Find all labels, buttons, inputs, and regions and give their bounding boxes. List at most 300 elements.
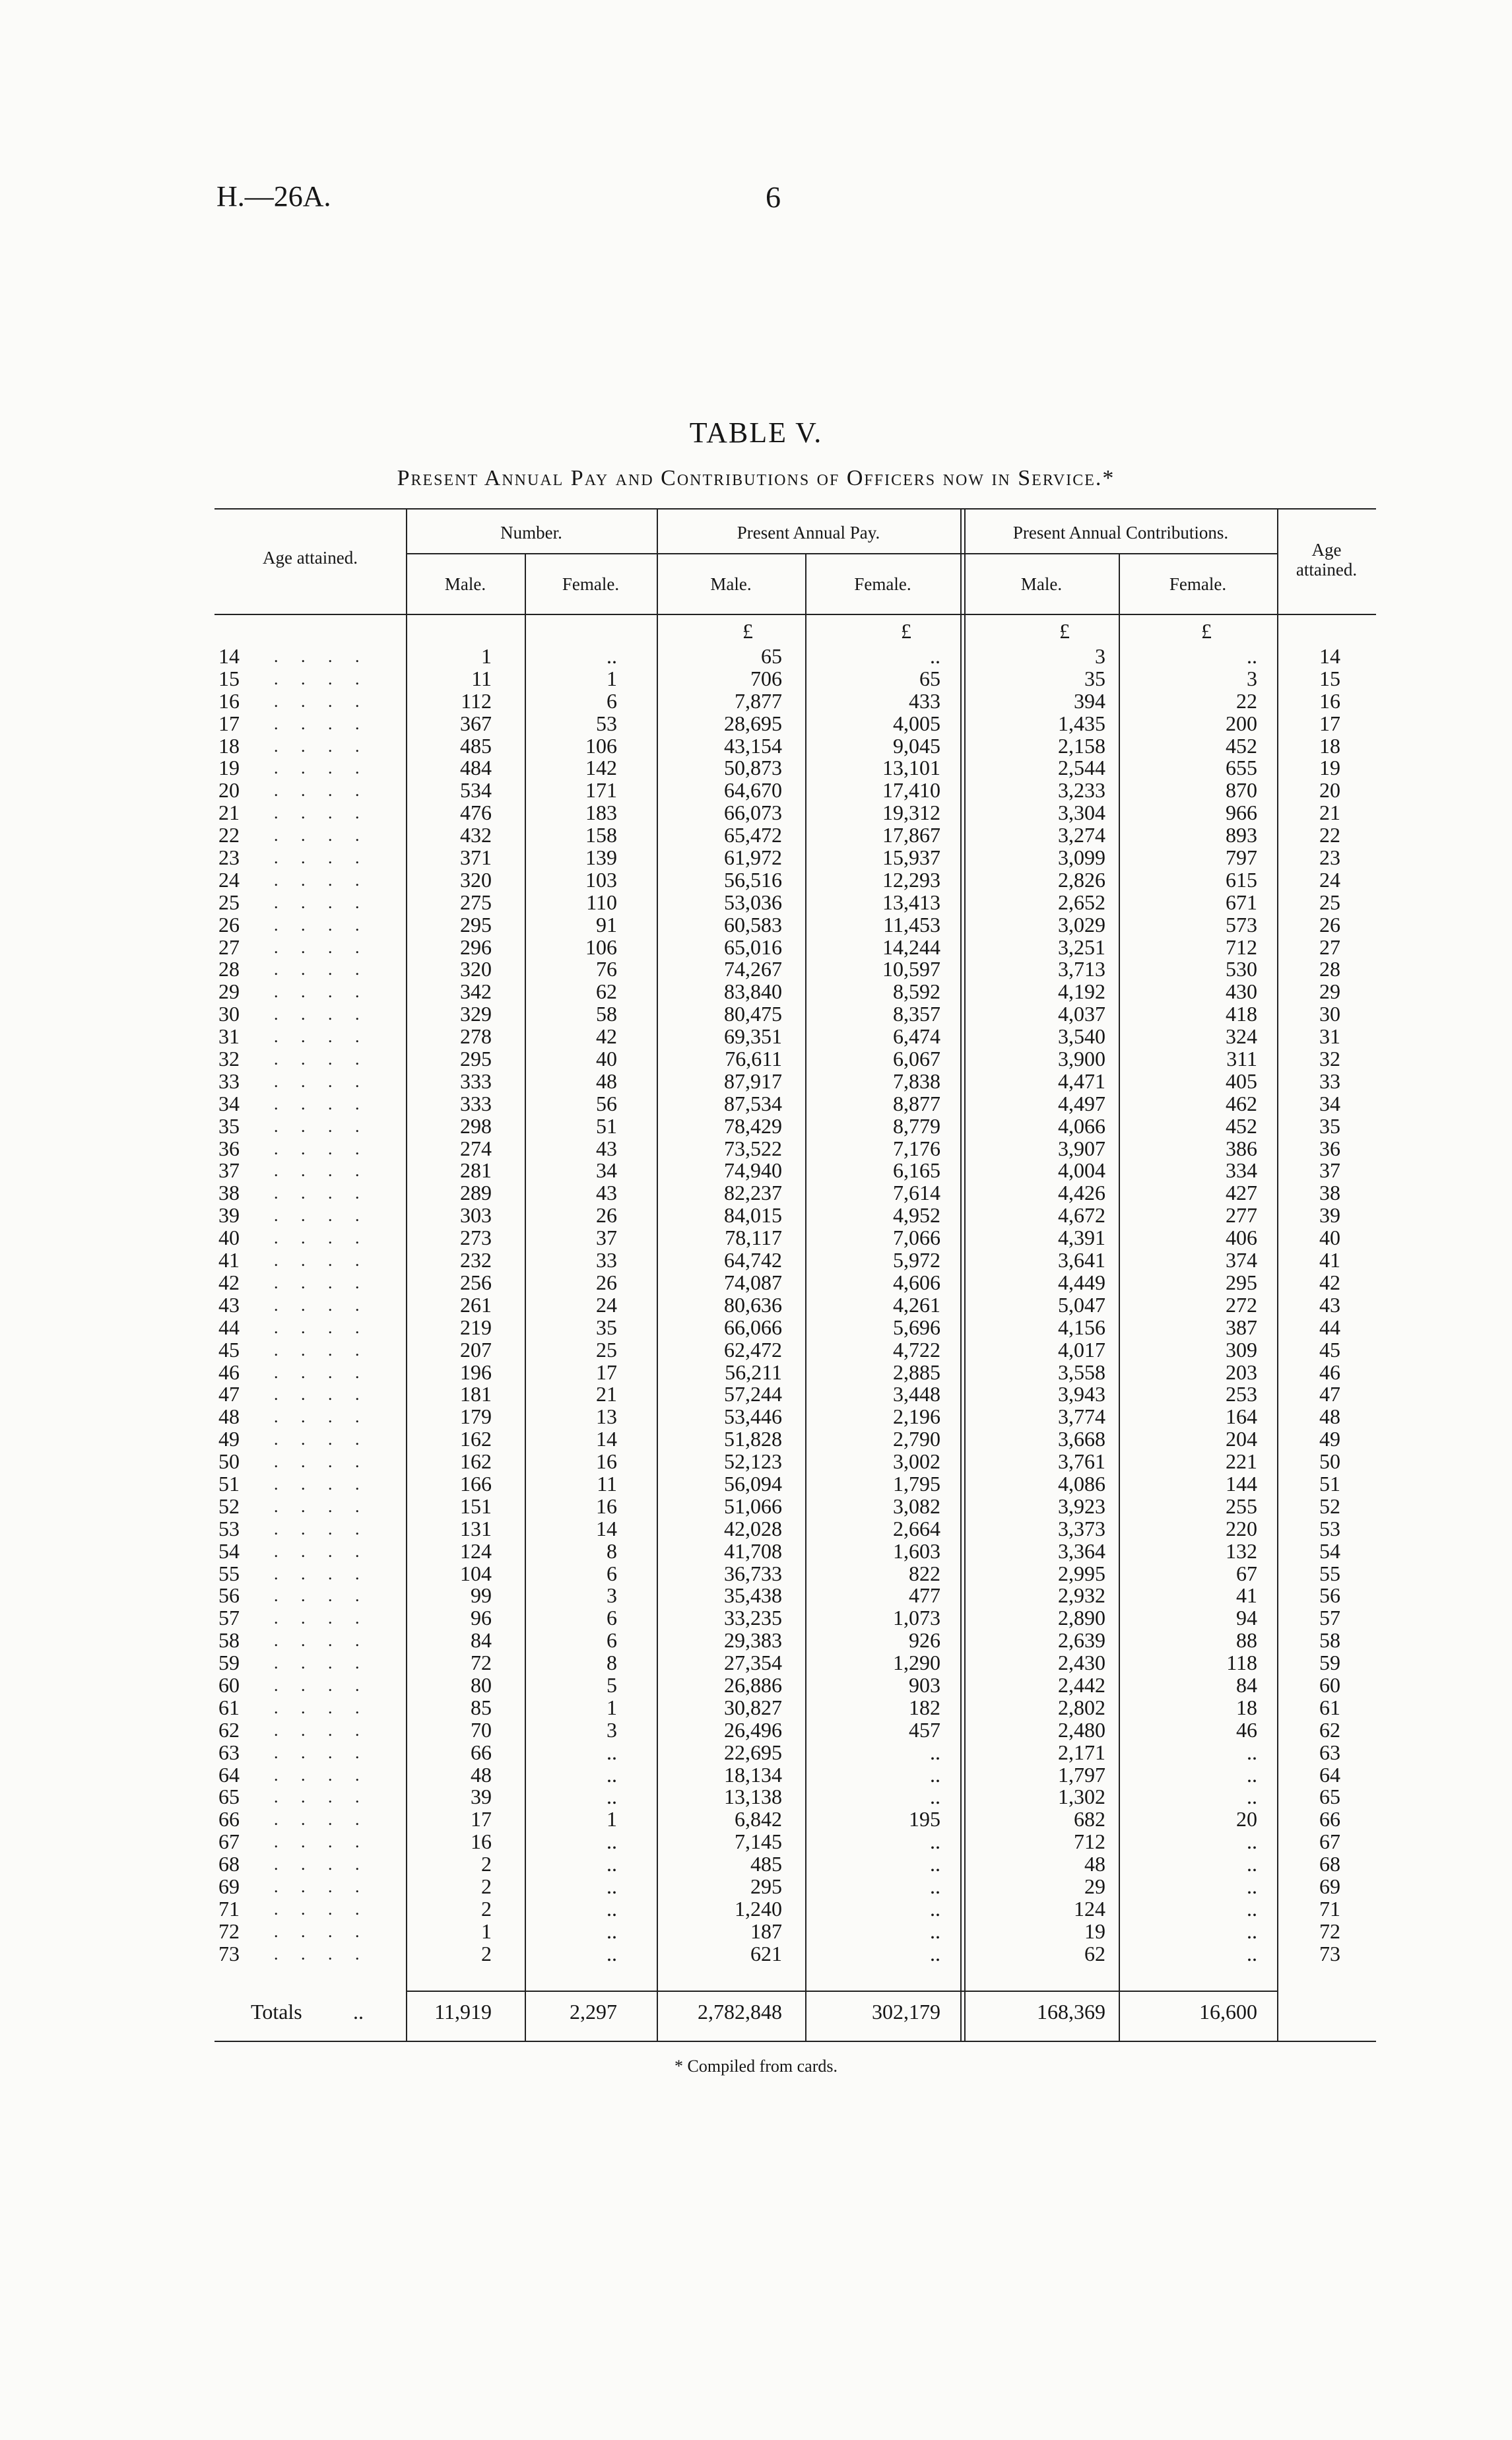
pay-male: 33,235 xyxy=(724,1606,782,1630)
contrib-male: 4,426 xyxy=(1058,1181,1105,1205)
pay-male: 66,073 xyxy=(724,801,782,825)
table-row xyxy=(214,892,1376,914)
pay-female: 4,005 xyxy=(893,711,940,735)
table-row xyxy=(214,958,1376,981)
row-dots: . . . . xyxy=(274,1094,369,1113)
row-age: 53 xyxy=(218,1516,240,1540)
number-male: 17 xyxy=(471,1807,492,1831)
pay-male: 43,154 xyxy=(724,733,782,758)
row-age: 64 xyxy=(218,1762,240,1787)
row-age: 32 xyxy=(218,1047,240,1071)
pay-male: 73,522 xyxy=(724,1136,782,1160)
row-age: 67 xyxy=(218,1830,240,1854)
contrib-male: 4,037 xyxy=(1058,1002,1105,1026)
row-age-right: 27 xyxy=(1319,935,1340,959)
table-top-rule xyxy=(214,508,1376,510)
contrib-female: 200 xyxy=(1226,711,1257,735)
pay-female: 14,244 xyxy=(882,935,940,959)
pay-male: 84,015 xyxy=(724,1203,782,1228)
pay-female: 3,448 xyxy=(893,1382,940,1406)
number-female: 11 xyxy=(597,1471,617,1496)
pay-female: 7,176 xyxy=(893,1136,940,1160)
row-age-right: 62 xyxy=(1319,1717,1340,1742)
number-female-header: Female. xyxy=(562,574,620,594)
table-row xyxy=(214,1339,1376,1362)
contrib-female: 870 xyxy=(1226,778,1257,803)
pay-male: 51,066 xyxy=(724,1494,782,1518)
pay-female: 17,410 xyxy=(882,778,940,803)
pay-female: 2,196 xyxy=(893,1404,940,1429)
pay-male: 30,827 xyxy=(724,1695,782,1719)
contrib-female: 272 xyxy=(1226,1292,1257,1317)
row-age-right: 39 xyxy=(1319,1203,1340,1228)
number-male: 2 xyxy=(481,1852,492,1876)
row-age-right: 42 xyxy=(1319,1270,1340,1294)
row-age: 52 xyxy=(218,1494,240,1518)
pay-male: 706 xyxy=(750,666,782,690)
number-male: 333 xyxy=(460,1091,492,1115)
pay-female: 1,603 xyxy=(893,1538,940,1563)
pay-male: 13,138 xyxy=(724,1785,782,1809)
row-dots: . . . . xyxy=(274,713,369,733)
contrib-female-header: Female. xyxy=(1169,574,1227,594)
row-age-right: 57 xyxy=(1319,1606,1340,1630)
contrib-female: 893 xyxy=(1226,823,1257,847)
contrib-male: 1,797 xyxy=(1058,1762,1105,1787)
pay-male: 41,708 xyxy=(724,1538,782,1563)
pay-male: 61,972 xyxy=(724,845,782,870)
row-dots: . . . . xyxy=(274,1742,369,1762)
row-age: 24 xyxy=(218,867,240,892)
row-dots: . . . . xyxy=(274,1049,369,1069)
contrib-male: 19 xyxy=(1084,1919,1105,1943)
row-age-right: 69 xyxy=(1319,1874,1340,1898)
row-age-right: 16 xyxy=(1319,688,1340,713)
contrib-male: 2,442 xyxy=(1058,1672,1105,1697)
number-female: .. xyxy=(607,644,617,668)
contrib-female: .. xyxy=(1247,1919,1257,1943)
pay-female: 4,261 xyxy=(893,1292,940,1317)
pay-male: 27,354 xyxy=(724,1651,782,1675)
contrib-male: 3,364 xyxy=(1058,1538,1105,1563)
number-male: 432 xyxy=(460,823,492,847)
pay-male: 42,028 xyxy=(724,1516,782,1540)
table-row xyxy=(214,1630,1376,1652)
contrib-female: 334 xyxy=(1226,1158,1257,1183)
contrib-female: 88 xyxy=(1236,1628,1257,1653)
row-age-right: 44 xyxy=(1319,1315,1340,1339)
number-female: .. xyxy=(607,1852,617,1876)
contrib-female: 430 xyxy=(1226,979,1257,1004)
row-dots: . . . . xyxy=(274,1876,369,1896)
row-age: 42 xyxy=(218,1270,240,1294)
row-dots: . . . . xyxy=(274,1921,369,1941)
number-female: 16 xyxy=(596,1494,617,1518)
pay-male: 80,475 xyxy=(724,1002,782,1026)
row-age: 48 xyxy=(218,1404,240,1429)
row-age: 36 xyxy=(218,1136,240,1160)
contrib-male: 4,156 xyxy=(1058,1315,1105,1339)
number-male: 151 xyxy=(460,1494,492,1518)
number-female: 8 xyxy=(607,1538,617,1563)
row-age: 29 xyxy=(218,979,240,1004)
row-dots: . . . . xyxy=(274,1765,369,1785)
row-dots: . . . . xyxy=(274,870,369,890)
row-age-right: 22 xyxy=(1319,823,1340,847)
number-male: 124 xyxy=(460,1538,492,1563)
row-dots: . . . . xyxy=(274,691,369,711)
contrib-male: 394 xyxy=(1074,688,1105,713)
contrib-female: 277 xyxy=(1226,1203,1257,1228)
number-female: 6 xyxy=(607,1561,617,1585)
contrib-female: 221 xyxy=(1226,1449,1257,1474)
header-bottom-rule xyxy=(214,614,1376,615)
total-contrib-female: 16,600 xyxy=(1199,2000,1257,2024)
row-dots: . . . . xyxy=(274,1832,369,1852)
row-age: 22 xyxy=(218,823,240,847)
pay-female: .. xyxy=(930,1896,940,1921)
contrib-male: 4,066 xyxy=(1058,1113,1105,1138)
number-male: 166 xyxy=(460,1471,492,1496)
row-age: 16 xyxy=(218,688,240,713)
number-female: 14 xyxy=(596,1427,617,1451)
pay-female: 11,453 xyxy=(883,912,940,937)
row-dots: . . . . xyxy=(274,1116,369,1136)
number-female: 171 xyxy=(585,778,617,803)
number-female: 14 xyxy=(596,1516,617,1540)
total-pay-male: 2,782,848 xyxy=(698,2000,782,2024)
number-female: .. xyxy=(607,1896,617,1921)
table-title: TABLE V. xyxy=(689,416,823,449)
row-dots: . . . . xyxy=(274,1430,369,1449)
row-age: 46 xyxy=(218,1360,240,1384)
contrib-male: 3,540 xyxy=(1058,1024,1105,1049)
row-age-right: 72 xyxy=(1319,1919,1340,1943)
pay-female: 3,082 xyxy=(893,1494,940,1518)
pay-female: .. xyxy=(930,1852,940,1876)
row-age-right: 41 xyxy=(1319,1248,1340,1272)
table-row xyxy=(214,1585,1376,1607)
row-age: 72 xyxy=(218,1919,240,1943)
table-row xyxy=(214,1204,1376,1227)
pay-male: 7,877 xyxy=(735,688,782,713)
number-male: 99 xyxy=(471,1583,492,1608)
row-age-right: 64 xyxy=(1319,1762,1340,1787)
row-age-right: 67 xyxy=(1319,1830,1340,1854)
number-male: 367 xyxy=(460,711,492,735)
pay-female: 3,002 xyxy=(893,1449,940,1474)
pay-male: 26,496 xyxy=(724,1717,782,1742)
table-row xyxy=(214,937,1376,959)
pay-female: 13,101 xyxy=(882,756,940,780)
contrib-male: 2,158 xyxy=(1058,733,1105,758)
table-row xyxy=(214,1473,1376,1496)
pay-female: 2,790 xyxy=(893,1427,940,1451)
age-attained-header: Age attained. xyxy=(263,548,358,568)
row-age: 65 xyxy=(218,1785,240,1809)
pay-female: 15,937 xyxy=(882,845,940,870)
contrib-female: .. xyxy=(1247,1852,1257,1876)
currency-symbol: £ xyxy=(1059,619,1070,643)
table-row xyxy=(214,757,1376,779)
number-male-header: Male. xyxy=(444,574,486,594)
row-age-right: 56 xyxy=(1319,1583,1340,1608)
contrib-female: .. xyxy=(1247,1896,1257,1921)
table-row xyxy=(214,1138,1376,1160)
number-female: 37 xyxy=(596,1226,617,1250)
row-age-right: 31 xyxy=(1319,1024,1340,1049)
totals-top-rule xyxy=(406,1991,1277,1992)
pay-female: 8,592 xyxy=(893,979,940,1004)
number-male: 298 xyxy=(460,1113,492,1138)
row-dots: . . . . xyxy=(274,848,369,868)
data-table xyxy=(214,508,1376,2053)
contrib-male: 3,668 xyxy=(1058,1427,1105,1451)
row-dots: . . . . xyxy=(274,803,369,823)
table-row xyxy=(214,779,1376,802)
table-row xyxy=(214,1362,1376,1384)
number-male: 273 xyxy=(460,1226,492,1250)
contrib-male: 3,907 xyxy=(1058,1136,1105,1160)
table-bottom-rule xyxy=(214,2041,1376,2042)
row-dots: . . . . xyxy=(274,1161,369,1181)
row-dots: . . . . xyxy=(274,1385,369,1404)
table-row xyxy=(214,1898,1376,1921)
row-age-right: 33 xyxy=(1319,1069,1340,1093)
number-male: 96 xyxy=(471,1606,492,1630)
row-age-right: 53 xyxy=(1319,1516,1340,1540)
number-female: 43 xyxy=(596,1136,617,1160)
row-age-right: 23 xyxy=(1319,845,1340,870)
pay-male: 80,636 xyxy=(724,1292,782,1317)
row-age-right: 28 xyxy=(1319,957,1340,981)
number-male: 2 xyxy=(481,1941,492,1965)
pay-male: 56,211 xyxy=(725,1360,782,1384)
row-age: 66 xyxy=(218,1807,240,1831)
row-age: 25 xyxy=(218,890,240,914)
contrib-female: 311 xyxy=(1226,1047,1257,1071)
row-age-right: 61 xyxy=(1319,1695,1340,1719)
number-male: 181 xyxy=(460,1382,492,1406)
row-age: 56 xyxy=(218,1583,240,1608)
number-male: 485 xyxy=(460,733,492,758)
row-age-right: 52 xyxy=(1319,1494,1340,1518)
row-age: 26 xyxy=(218,912,240,937)
pay-male: 87,917 xyxy=(724,1069,782,1093)
number-male: 295 xyxy=(460,912,492,937)
pay-female: .. xyxy=(930,1919,940,1943)
row-age: 51 xyxy=(218,1471,240,1496)
row-age-right: 51 xyxy=(1319,1471,1340,1496)
row-dots: . . . . xyxy=(274,1340,369,1360)
row-age: 14 xyxy=(218,644,240,668)
contrib-female: 655 xyxy=(1226,756,1257,780)
row-age-right: 15 xyxy=(1319,666,1340,690)
number-male: 16 xyxy=(471,1830,492,1854)
contrib-male: 2,932 xyxy=(1058,1583,1105,1608)
contrib-female: 374 xyxy=(1226,1248,1257,1272)
number-female: 35 xyxy=(596,1315,617,1339)
contrib-male: 3,761 xyxy=(1058,1449,1105,1474)
number-female: 6 xyxy=(607,1606,617,1630)
contrib-female: 46 xyxy=(1236,1717,1257,1742)
number-male: 342 xyxy=(460,979,492,1004)
row-age-right: 60 xyxy=(1319,1672,1340,1697)
row-age-right: 68 xyxy=(1319,1852,1340,1876)
row-age: 31 xyxy=(218,1024,240,1049)
row-dots: . . . . xyxy=(274,1631,369,1651)
contrib-male: 3,943 xyxy=(1058,1382,1105,1406)
currency-symbol: £ xyxy=(742,619,753,643)
contrib-male: 3,641 xyxy=(1058,1248,1105,1272)
number-male: 72 xyxy=(471,1651,492,1675)
contrib-male: 682 xyxy=(1074,1807,1105,1831)
pay-female: 1,795 xyxy=(893,1471,940,1496)
row-dots: . . . . xyxy=(274,1586,369,1606)
row-age-right: 65 xyxy=(1319,1785,1340,1809)
number-female: 13 xyxy=(596,1404,617,1429)
pay-male: 64,670 xyxy=(724,778,782,803)
number-male: 333 xyxy=(460,1069,492,1093)
contrib-female: 966 xyxy=(1226,801,1257,825)
pay-male: 57,244 xyxy=(724,1382,782,1406)
contrib-male: 3,373 xyxy=(1058,1516,1105,1540)
number-female: 51 xyxy=(596,1113,617,1138)
row-dots: . . . . xyxy=(274,1899,369,1919)
pay-male: 35,438 xyxy=(724,1583,782,1608)
pay-male: 18,134 xyxy=(724,1762,782,1787)
row-dots: . . . . xyxy=(274,1519,369,1538)
row-age-right: 34 xyxy=(1319,1091,1340,1115)
row-dots: . . . . xyxy=(274,1206,369,1226)
contrib-female: .. xyxy=(1247,1740,1257,1764)
contrib-female: 144 xyxy=(1226,1471,1257,1496)
number-female: 25 xyxy=(596,1337,617,1362)
number-header: Number. xyxy=(500,523,562,543)
contrib-female: 462 xyxy=(1226,1091,1257,1115)
pay-male: 56,516 xyxy=(724,867,782,892)
table-row xyxy=(214,847,1376,869)
table-row xyxy=(214,981,1376,1003)
contrib-female: 387 xyxy=(1226,1315,1257,1339)
number-male: 84 xyxy=(471,1628,492,1653)
contrib-male-header: Male. xyxy=(1020,574,1063,594)
number-female: 34 xyxy=(596,1158,617,1183)
pay-male: 36,733 xyxy=(724,1561,782,1585)
table-row xyxy=(214,1451,1376,1473)
row-age-right: 24 xyxy=(1319,867,1340,892)
pay-female: 7,066 xyxy=(893,1226,940,1250)
contrib-female: .. xyxy=(1247,1785,1257,1809)
pay-male: 64,742 xyxy=(724,1248,782,1272)
number-female: 183 xyxy=(585,801,617,825)
number-male: 289 xyxy=(460,1181,492,1205)
pay-female: 2,664 xyxy=(893,1516,940,1540)
table-row xyxy=(214,1496,1376,1518)
pay-female: 5,696 xyxy=(893,1315,940,1339)
row-dots: . . . . xyxy=(274,826,369,845)
number-male: 162 xyxy=(460,1449,492,1474)
contrib-female: 94 xyxy=(1236,1606,1257,1630)
contrib-female: 253 xyxy=(1226,1382,1257,1406)
pay-male: 6,842 xyxy=(735,1807,782,1831)
row-age: 33 xyxy=(218,1069,240,1093)
contrib-male: 35 xyxy=(1084,666,1105,690)
contrib-female: 615 xyxy=(1226,867,1257,892)
row-dots: . . . . xyxy=(274,781,369,801)
number-male: 274 xyxy=(460,1136,492,1160)
number-female: 16 xyxy=(596,1449,617,1474)
number-female: 6 xyxy=(607,688,617,713)
row-age-right: 58 xyxy=(1319,1628,1340,1653)
table-row xyxy=(214,869,1376,892)
row-dots: . . . . xyxy=(274,1855,369,1874)
row-dots: . . . . xyxy=(274,1071,369,1091)
table-body xyxy=(214,645,1376,1965)
totals-row xyxy=(214,2000,1376,2026)
pay-female: 457 xyxy=(909,1717,940,1742)
number-female: 53 xyxy=(596,711,617,735)
row-age-right: 30 xyxy=(1319,1002,1340,1026)
row-age-right: 45 xyxy=(1319,1337,1340,1362)
table-row xyxy=(214,1003,1376,1026)
contrib-female: 386 xyxy=(1226,1136,1257,1160)
number-male: 261 xyxy=(460,1292,492,1317)
contrib-male: 3,713 xyxy=(1058,957,1105,981)
number-female: .. xyxy=(607,1941,617,1965)
contrib-male: 3,774 xyxy=(1058,1404,1105,1429)
pay-male: 26,886 xyxy=(724,1672,782,1697)
contrib-female: 255 xyxy=(1226,1494,1257,1518)
contrib-male: 4,391 xyxy=(1058,1226,1105,1250)
number-male: 232 xyxy=(460,1248,492,1272)
row-age-right: 40 xyxy=(1319,1226,1340,1250)
table-row xyxy=(214,1272,1376,1294)
contrib-male: 3,304 xyxy=(1058,801,1105,825)
contrib-male: 3,029 xyxy=(1058,912,1105,937)
pay-female: 2,885 xyxy=(893,1360,940,1384)
total-contrib-male: 168,369 xyxy=(1037,2000,1105,2024)
pay-female: 8,877 xyxy=(893,1091,940,1115)
number-male: 162 xyxy=(460,1427,492,1451)
row-dots: . . . . xyxy=(274,1474,369,1494)
row-age-right: 46 xyxy=(1319,1360,1340,1384)
number-female: 26 xyxy=(596,1270,617,1294)
number-female: 3 xyxy=(607,1583,617,1608)
row-age: 37 xyxy=(218,1158,240,1183)
currency-row xyxy=(214,619,1376,642)
age-attained-right-header: Age attained. xyxy=(1296,540,1358,579)
contrib-female: 132 xyxy=(1226,1538,1257,1563)
table-row xyxy=(214,1249,1376,1272)
contrib-male: 4,004 xyxy=(1058,1158,1105,1183)
contrib-male: 2,826 xyxy=(1058,867,1105,892)
number-male: 256 xyxy=(460,1270,492,1294)
contrib-male: 4,471 xyxy=(1058,1069,1105,1093)
contrib-male: 4,017 xyxy=(1058,1337,1105,1362)
number-male: 219 xyxy=(460,1315,492,1339)
table-row xyxy=(214,1719,1376,1742)
table-row xyxy=(214,1026,1376,1048)
pay-female: 1,290 xyxy=(893,1651,940,1675)
row-age-right: 66 xyxy=(1319,1807,1340,1831)
row-age: 18 xyxy=(218,733,240,758)
row-age-right: 55 xyxy=(1319,1561,1340,1585)
pay-male-header: Male. xyxy=(710,574,752,594)
table-row xyxy=(214,802,1376,824)
number-male: 11 xyxy=(471,666,492,690)
row-age: 50 xyxy=(218,1449,240,1474)
